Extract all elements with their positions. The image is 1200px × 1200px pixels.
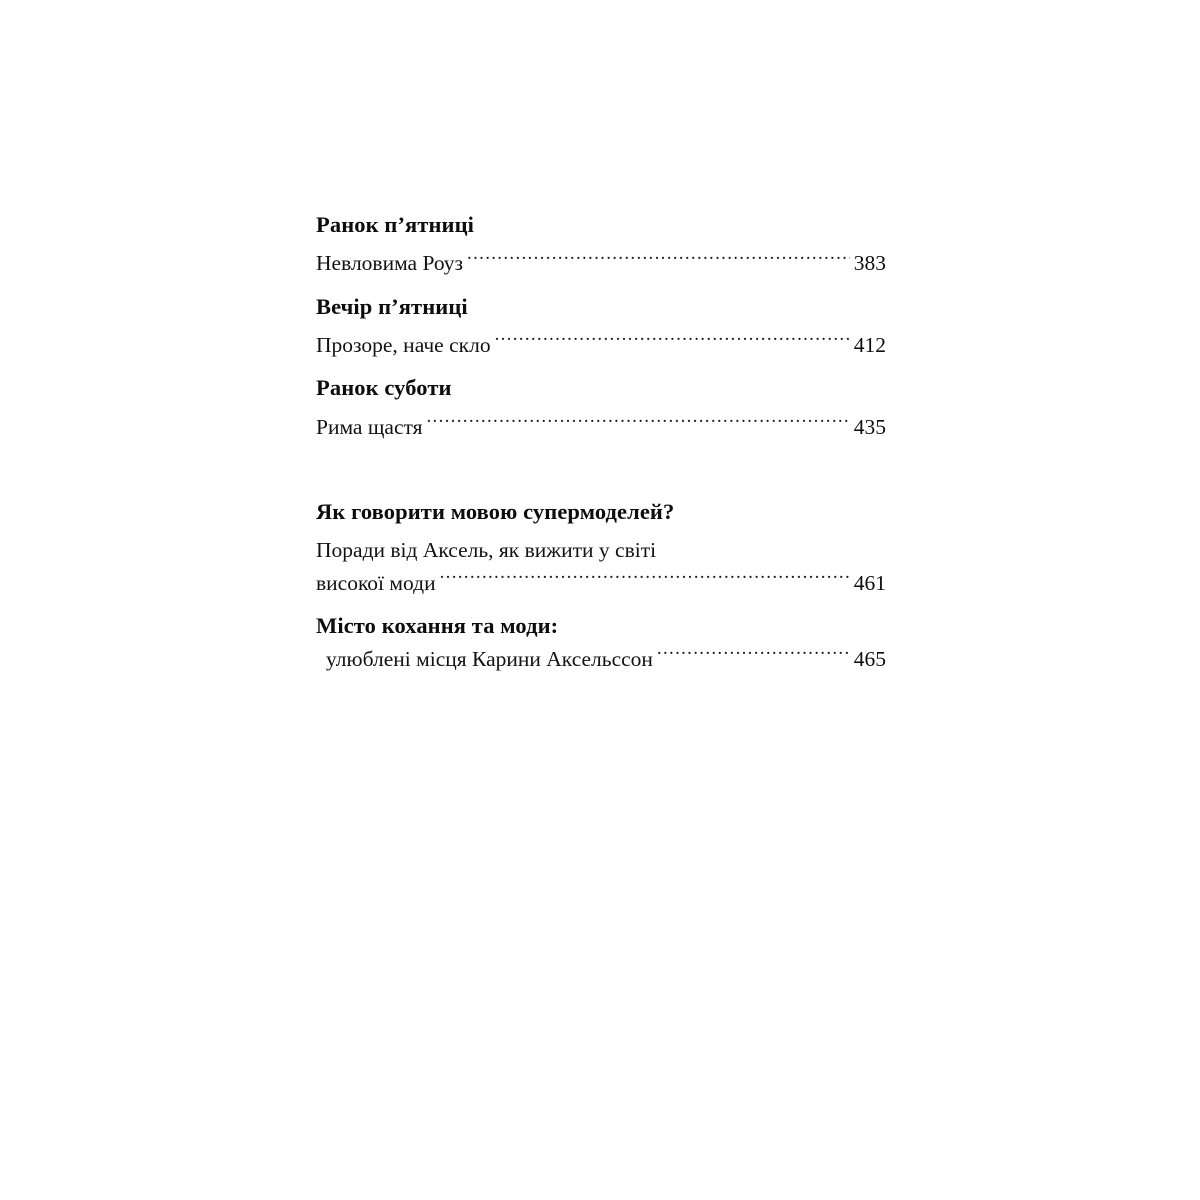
toc-entry-title-line2: високої моди xyxy=(316,570,436,595)
toc-section-heading: Ранок п’ятниці xyxy=(316,212,475,237)
toc-entry[interactable] xyxy=(316,411,886,443)
toc-entry-page: 465 xyxy=(853,647,886,672)
toc-section-heading: Місто кохання та моди: xyxy=(316,612,559,638)
toc-entry[interactable] xyxy=(316,329,886,361)
toc-entry-page: 383 xyxy=(853,251,886,276)
toc-entry[interactable] xyxy=(316,247,886,279)
toc-group-friday-morning xyxy=(316,210,886,280)
toc-group-city-of-love xyxy=(316,611,886,676)
section-divider-space xyxy=(316,455,886,497)
toc-entry-title-line1: Поради від Аксель, як вижити у світі xyxy=(316,538,657,563)
toc-entry-title: улюблені місця Карини Аксельссон xyxy=(326,647,653,672)
toc-group-saturday-morning xyxy=(316,373,886,443)
toc-entry-page: 435 xyxy=(853,414,886,439)
toc-entry-title: Прозоре, наче скло xyxy=(316,333,491,357)
toc-entry[interactable] xyxy=(316,534,886,599)
leader-dots xyxy=(495,331,850,353)
toc-group-supermodel-language xyxy=(316,497,886,599)
toc-entry-title: Рима щастя xyxy=(316,414,423,439)
leader-dots xyxy=(467,249,850,271)
toc-group-friday-evening xyxy=(316,292,886,362)
toc-entry[interactable] xyxy=(316,643,886,675)
leader-dots xyxy=(657,645,850,667)
leader-dots xyxy=(426,412,849,434)
toc-section-heading: Ранок суботи xyxy=(316,375,452,401)
leader-dots xyxy=(440,568,850,590)
toc-entry-page: 461 xyxy=(853,570,886,595)
toc-section-heading: Як говорити мовою супермоделей? xyxy=(316,498,675,524)
toc-entry-title: Невловима Роуз xyxy=(316,251,464,276)
toc-section-heading: Вечір п’ятниці xyxy=(316,293,468,319)
table-of-contents xyxy=(316,210,886,681)
toc-entry-page: 412 xyxy=(853,333,886,357)
